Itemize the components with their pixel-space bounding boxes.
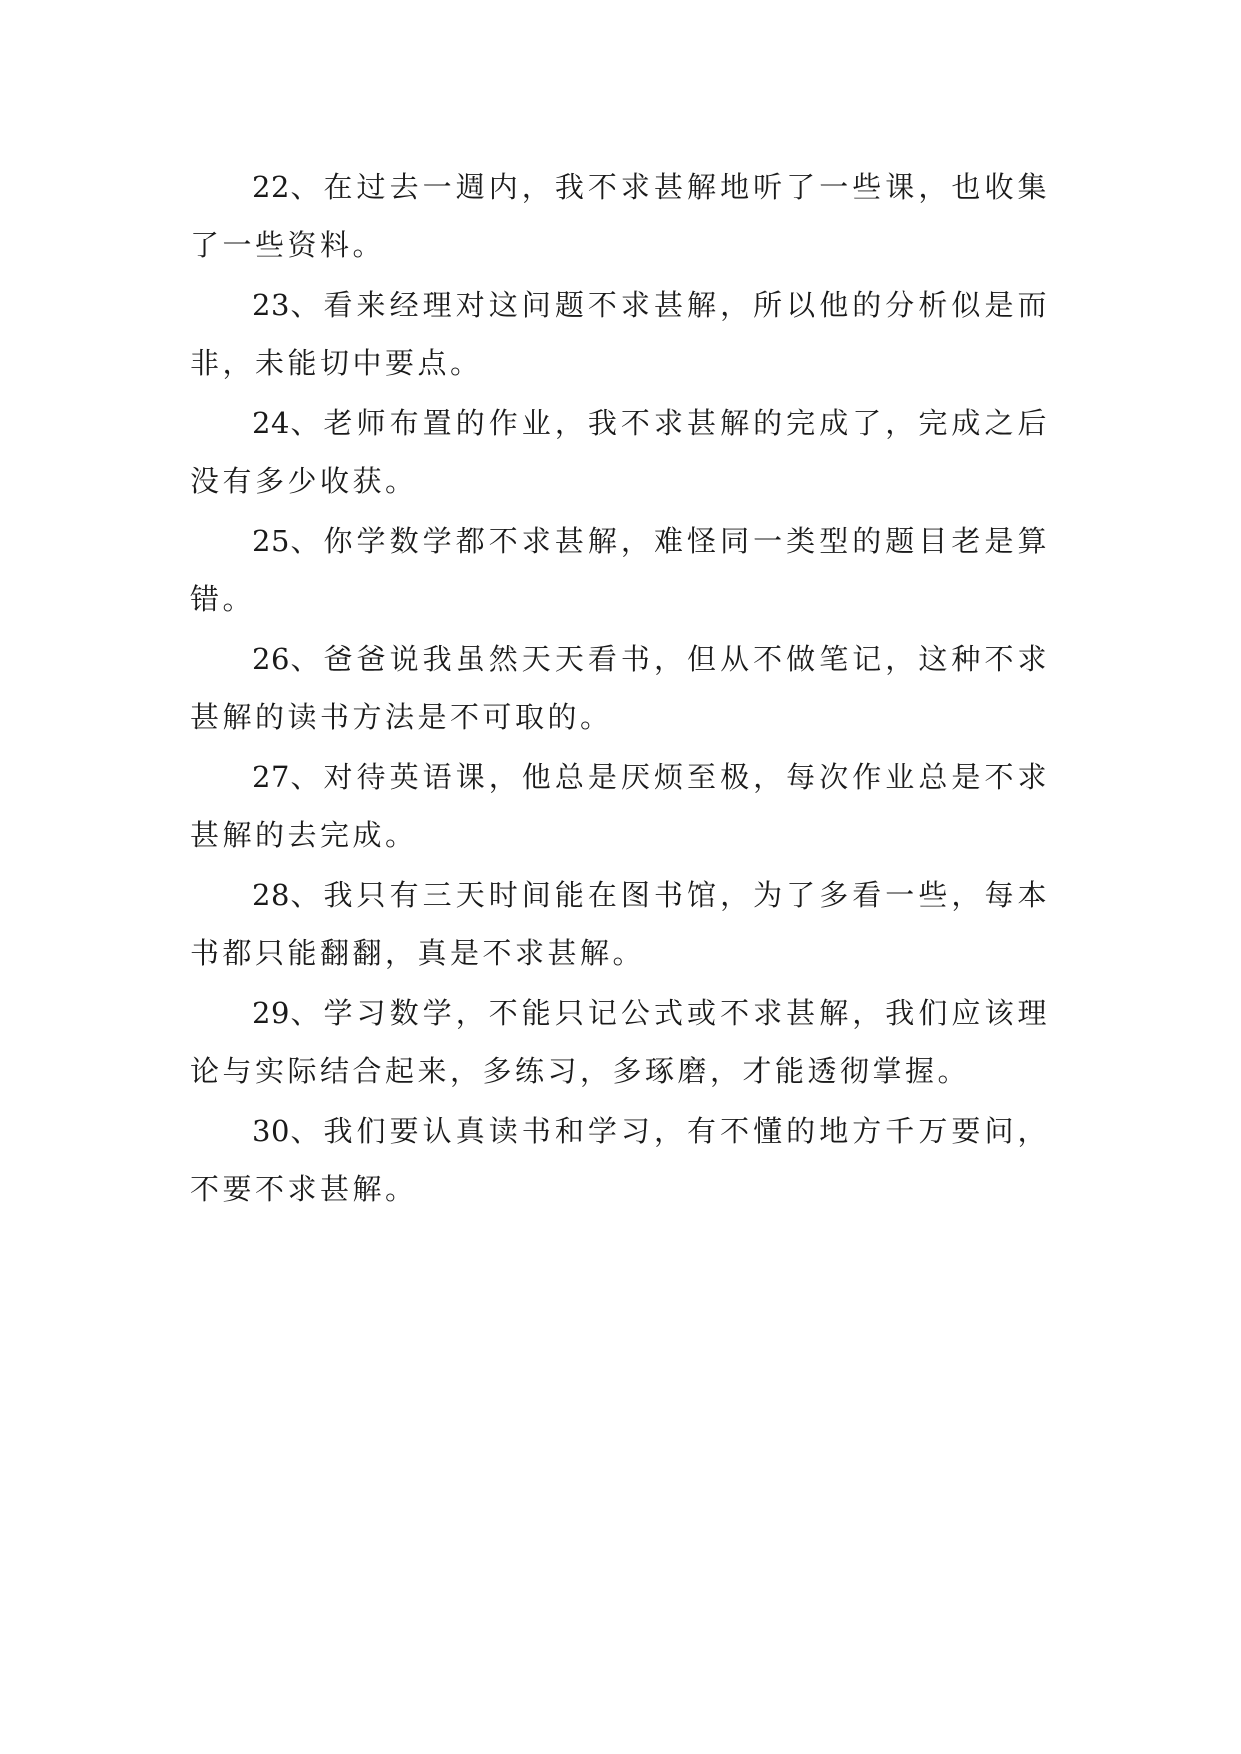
paragraph-27: [190, 748, 1050, 864]
paragraph-text: 、在过去一週内，我不求甚解地听了一些课，也收集了一些资料。: [190, 170, 1050, 262]
paragraph-number: 28: [252, 878, 290, 912]
paragraph-25: [190, 512, 1050, 628]
paragraph-number: 30: [252, 1114, 290, 1148]
paragraph-23: [190, 276, 1050, 392]
paragraph-26: [190, 630, 1050, 746]
paragraph-number: 25: [252, 524, 290, 558]
paragraph-text: 、爸爸说我虽然天天看书，但从不做笔记，这种不求甚解的读书方法是不可取的。: [190, 642, 1050, 734]
paragraph-29: [190, 984, 1050, 1100]
paragraph-28: [190, 866, 1050, 982]
paragraph-text: 、我只有三天时间能在图书馆，为了多看一些，每本书都只能翻翻，真是不求甚解。: [190, 878, 1050, 970]
paragraph-number: 22: [252, 170, 290, 204]
paragraph-text: 、学习数学，不能只记公式或不求甚解，我们应该理论与实际结合起来，多练习，多琢磨，才能透彻掌握。: [190, 996, 1050, 1088]
paragraph-number: 24: [252, 406, 290, 440]
paragraph-text: 、我们要认真读书和学习，有不懂的地方千万要问，不要不求甚解。: [190, 1114, 1050, 1206]
paragraph-number: 23: [252, 288, 290, 322]
paragraph-24: [190, 394, 1050, 510]
paragraph-text: 、看来经理对这问题不求甚解，所以他的分析似是而非，未能切中要点。: [190, 288, 1050, 380]
document-body: [190, 158, 1050, 1220]
paragraph-text: 、你学数学都不求甚解，难怪同一类型的题目老是算错。: [190, 524, 1050, 616]
paragraph-text: 、老师布置的作业，我不求甚解的完成了，完成之后没有多少收获。: [190, 406, 1050, 498]
paragraph-22: [190, 158, 1050, 274]
paragraph-number: 27: [252, 760, 290, 794]
paragraph-number: 26: [252, 642, 290, 676]
paragraph-30: [190, 1102, 1050, 1218]
paragraph-text: 、对待英语课，他总是厌烦至极，每次作业总是不求甚解的去完成。: [190, 760, 1050, 852]
paragraph-number: 29: [252, 996, 290, 1030]
